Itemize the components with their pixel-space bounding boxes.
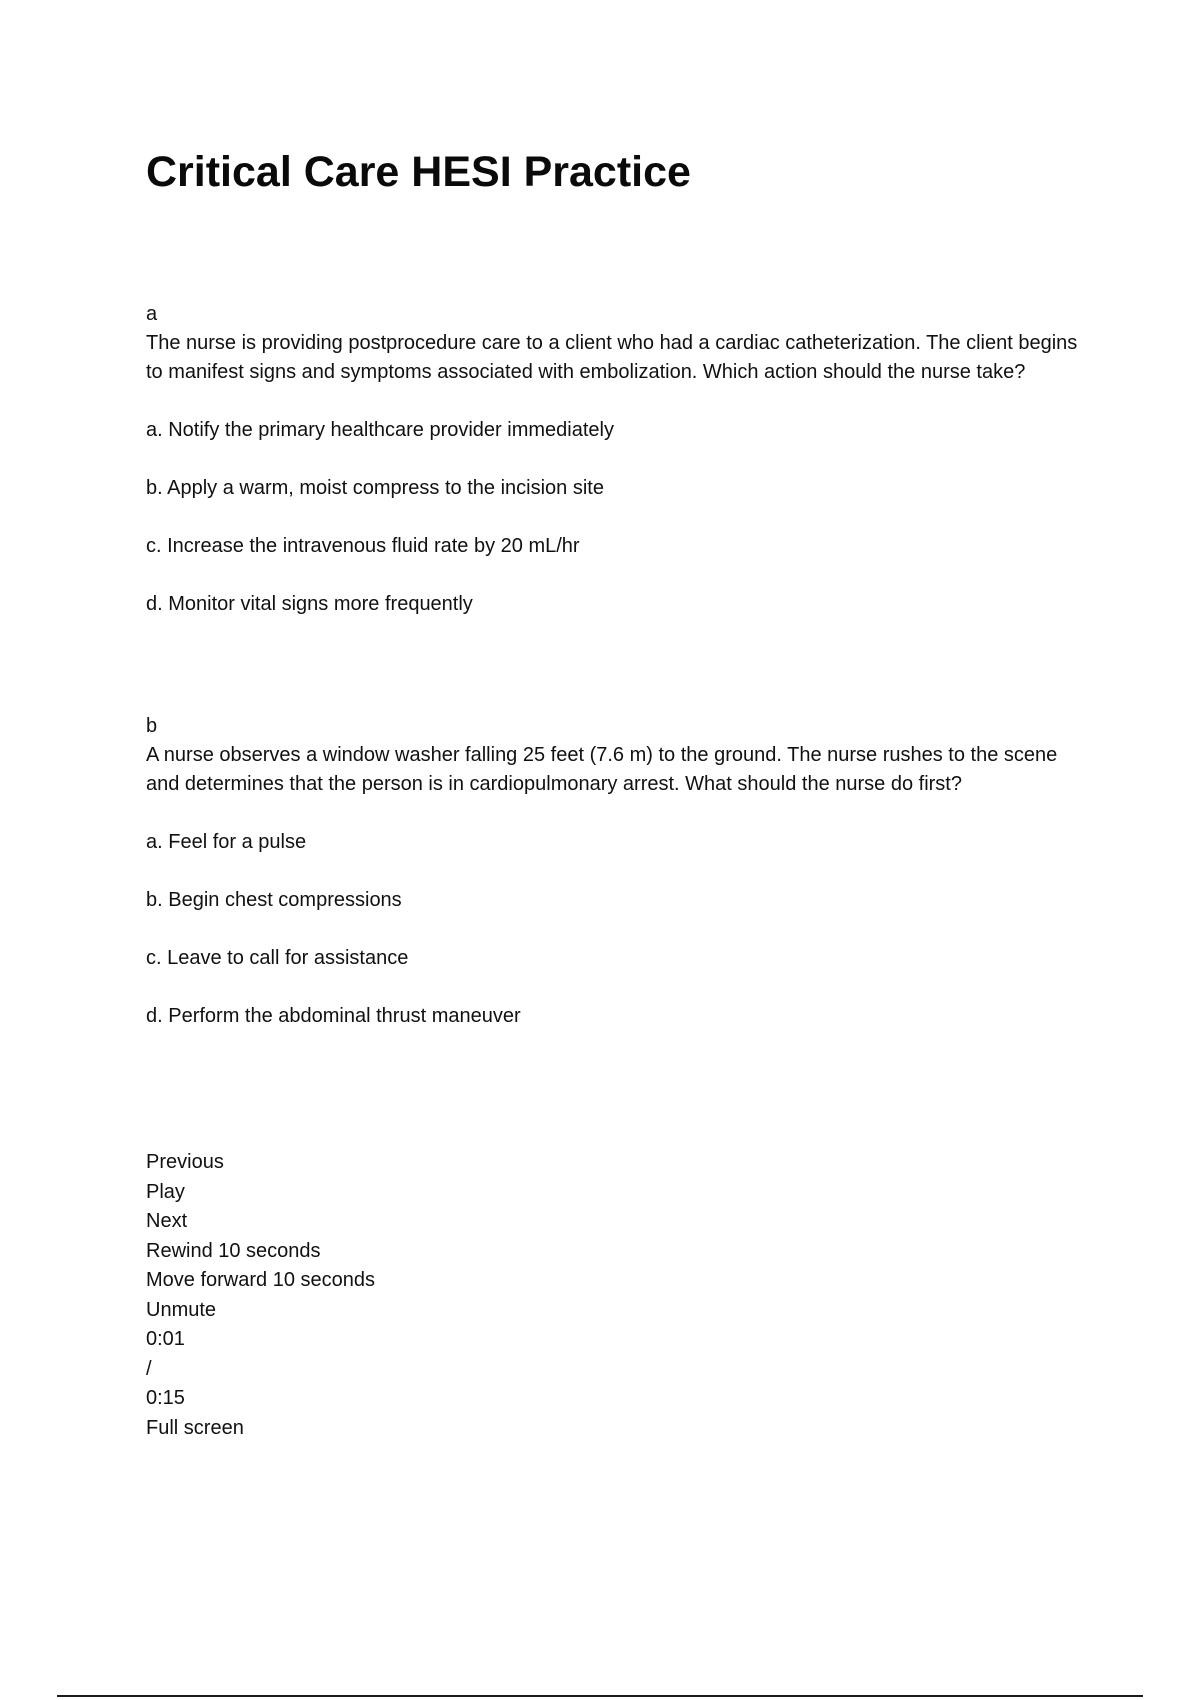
next-button[interactable]: Next bbox=[146, 1210, 188, 1232]
question-text: The nurse is providing postprocedure care to a client who had a cardiac catheterization. The client begins to manifest signs and symptoms associated with embolization. Which action should the nurse take? bbox=[146, 332, 1078, 383]
answer-option-c: c. Increase the intravenous fluid rate by 20 mL/hr bbox=[146, 535, 580, 557]
answer-option-b: b. Apply a warm, moist compress to the incision site bbox=[146, 477, 604, 499]
answer-option-a: a. Notify the primary healthcare provider immediately bbox=[146, 419, 614, 441]
unmute-button[interactable]: Unmute bbox=[146, 1298, 217, 1321]
question-letter: b bbox=[146, 715, 158, 737]
answer-option-a: a. Feel for a pulse bbox=[146, 831, 307, 853]
question-b bbox=[146, 712, 1086, 1031]
previous-button[interactable]: Previous bbox=[146, 1151, 224, 1173]
question-text: A nurse observes a window washer falling 25 feet (7.6 m) to the ground. The nurse rushes to the scene and determines that the person is in cardiopulmonary arrest. What should the nurse do first? bbox=[146, 744, 1058, 795]
bottom-divider bbox=[57, 1695, 1143, 1697]
answer-options bbox=[146, 416, 1086, 619]
duration: 0:15 bbox=[146, 1387, 185, 1409]
forward-button[interactable]: Move forward 10 seconds bbox=[146, 1269, 376, 1291]
question-letter: a bbox=[146, 303, 158, 325]
media-controls bbox=[146, 1148, 546, 1443]
time-separator: / bbox=[146, 1357, 152, 1380]
answer-option-d: d. Perform the abdominal thrust maneuver bbox=[146, 1005, 521, 1027]
answer-option-b: b. Begin chest compressions bbox=[146, 889, 402, 911]
answer-option-c: c. Leave to call for assistance bbox=[146, 947, 409, 969]
question-a bbox=[146, 300, 1086, 619]
page-title: Critical Care HESI Practice bbox=[146, 148, 691, 196]
rewind-button[interactable]: Rewind 10 seconds bbox=[146, 1239, 321, 1262]
fullscreen-button[interactable]: Full screen bbox=[146, 1416, 244, 1439]
play-button[interactable]: Play bbox=[146, 1180, 185, 1203]
current-time: 0:01 bbox=[146, 1328, 185, 1350]
answer-option-d: d. Monitor vital signs more frequently bbox=[146, 593, 473, 615]
answer-options bbox=[146, 828, 1086, 1031]
